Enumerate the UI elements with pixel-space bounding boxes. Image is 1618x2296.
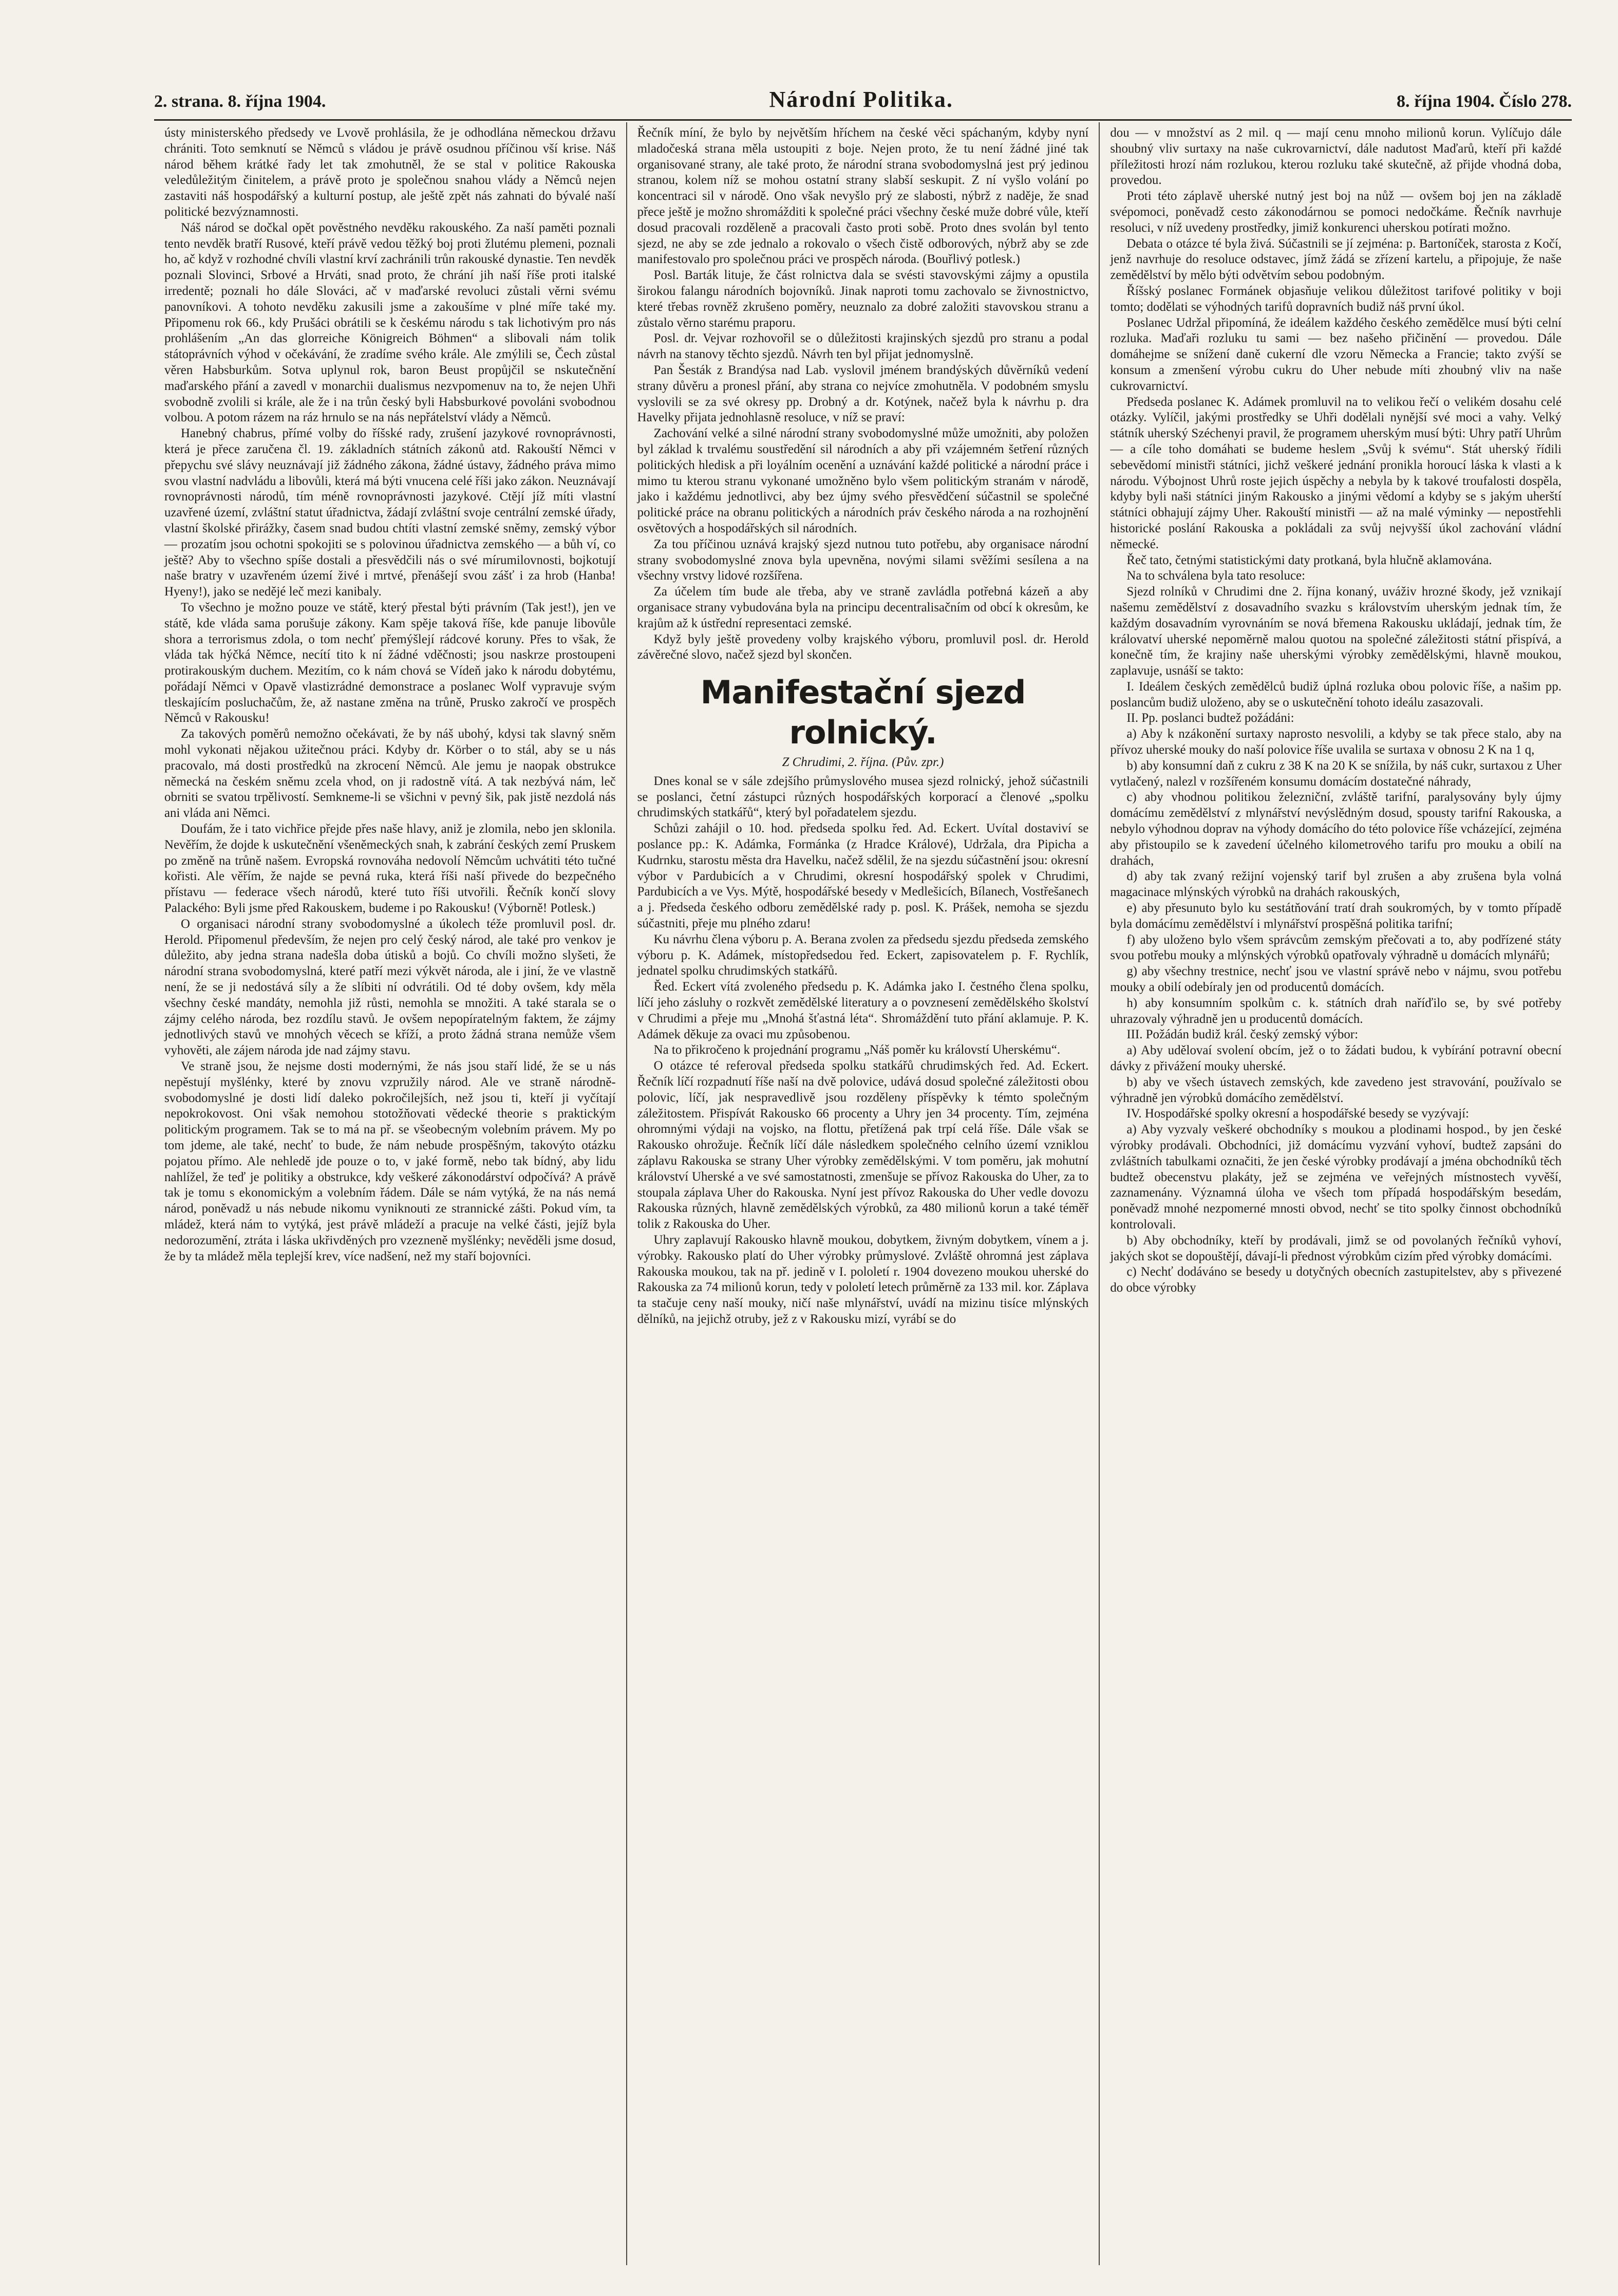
paragraph: O organisaci národní strany svobodomyslné a úkolech téže promluvil posl. dr. Herold. Připomenul především, že nejen pro celý český národ, ale také pro venkov je důležito, aby jedna strana nadešla doba útisků a bojů. Co chvíli možno slyšeti, že národní strana svobodomyslná, které patří mezi výkvět národa, ale i jiní, že ve vlastně není, že se ji nedostává síly a že slíbiti ní odvrátili. Od té doby ovšem, kdy měla všechny české mandáty, nemohla již růsti, nemohla se množiti. A také starala se o zájmy celého národa, bez rozdílu stavů. Je ovšem nepopíratelným faktem, že zájmy jednotlivých stavů ve mnohých věcech se kříží, a proto žádná strana nemůže všem vyhověti, ale zájem národa jde nad zájmy stavu. — [164, 917, 616, 1058]
paragraph: Sjezd rolníků v Chrudimi dne 2. října konaný, uváživ hrozné škody, jež vznikají našemu zemědělství z dosavadního svazku s královstvím uherským jednak tím, že každým dosavadním vyrovnáním se nová břemena Rakousku ukládají, jednak tím, že královatví uherské nepoměrně malou quotou na společné záležitosti státní přispívá, a konečně tím, že krajiny naše uherskými výrobky zemědělskými, hlavně moukou, zaplavuje, usnáší se takto: — [1110, 585, 1562, 678]
paragraph: Pan Šesták z Brandýsa nad Lab. vyslovil jménem brandýských důvěrníků vedení strany důvěru a pronesl přání, aby strana co nejvíce zmohutněla. V podobném smyslu vyslovili se za své okresy pp. Drobný a dr. Kotýnek, načež byla k návrhu p. dra Havelky přijata jednohlasně resoluce, v níž se praví: — [637, 363, 1089, 425]
paragraph: Zachování velké a silné národní strany svobodomyslné může umožniti, aby položen byl základ k trvalému soustředění sil národních a aby při vzájemném šetření různých politických hledisk a při loyálním ocenění a uznávání každé politické a národní práce i mimo tu kterou stranu vykonané umožněno bylo všem politickým stranám v národě, jako i každému jednotlivci, aby bez újmy svého přesvědčení súčastnil se společné politické práce na obranu politických a národních práv českého národa a na rozhojnění osvětových a hospodářských sil národních. — [637, 426, 1089, 535]
paragraph: Náš národ se dočkal opět pověstného nevděku rakouského. Za naší paměti poznali tento nevděk bratří Rusové, kteří právě vedou těžký boj proti žlutému plemeni, poznali ho, ač když v rozhodné chvíli vlastní krví zachránili trůn rakouské dynastie. Ten nevděk poznali Slovinci, Srbové a Hrváti, snad proto, že chrání jih naší říše proti italské irredentě; poznali ho dále Slováci, ač v maďarské revoluci zůstali věrni svému panovníkovi. A tohoto nevděku zakusili jsme a zakoušíme v plné míře také my. Připomenu rok 66., kdy Prušáci obrátili se k českému národu s tak lichotivým pro nás prohlášením „An das glorreiche Königreich Böhmen“ a slibovali nám tolik státoprávních výhod v očekávání, že zradíme svého krále. Ale zmýlili se, Čech zůstal věren Habsburkům. Sotva uplynul rok, baron Beust propůjčil se nskutečnění maďarského přání a zavedl v monarchii dualismus nezvpomenuv na to, že nejen Uhři svobodně zvolili si krále, ale že i na trůn český byli Habsburkové povoláni svobodnou volbou. A potom rázem na ráz hrnulo se na nás nepřátelství vlády a Němců. — [164, 220, 616, 425]
page-header — [154, 86, 1572, 117]
paragraph: b) aby konsumní daň z cukru z 38 K na 20 K se snížila, by náš cukr, surtaxou z Uher vytlačený, nalezl v rozšířeném konsumu domácím dostatečné náhrady, — [1110, 758, 1562, 789]
paragraph: h) aby konsumním spolkům c. k. státních drah naříďilo se, by své potřeby uhrazovaly výhradně jen u producentů domácích. — [1110, 996, 1562, 1026]
paragraph: b) aby ve všech ústavech zemských, kde zavedeno jest stravování, používalo se výhradně jen výrobků domácího zemědělství. — [1110, 1075, 1562, 1105]
paragraph: Ve straně jsou, že nejsme dosti modernými, že nás jsou staří lidé, že se u nás nepěstují myšlénky, které by znovu vzpružily národ. Ale ve straně národně-svobodomyslné je dosti lidí daleko pokročilejších, než jsou ti, kteří ji vyčítají nepokrokovost. Oni však nemohou stotožňovati vědecké theorie s praktickým politickým programem. Tak se to má na př. se všeobecným volebním právem. My po tom jdeme, ale také, nechť to bude, že nám nebude prospěšným, takovýto otázku pojatou přímo. Ale nehledě jde pouze o to, v jaké formě, nebo tak bídný, aby lidu nahlížel, že teď je politiky a obstrukce, kdy veškeré zákonodárství odpočívá? A právě tak je tomu s ekonomickým a volebním řádem. Dále se nám vytýká, že na nás nemá národ, poněvadž u nás nebude nikomu vyniknouti ze strannické zášti. Pokud vím, ta mládež, která nám to vytýká, jest právě mládeží a pracuje na velké části, jejíž byla nedorozumění, ztráta i láska ukřivděných pro vzezneně myšlénky; nevěděli jsme dosud, že by ta mládež měla teplejší krev, více nadšení, než my staří bojovníci. — [164, 1059, 616, 1263]
column-1 — [154, 122, 626, 2265]
paragraph: c) Nechť dodáváno se besedy u dotyčných obecních zastupitelstev, aby s přivezené do obce výrobky — [1110, 1265, 1562, 1295]
column-3 — [1099, 122, 1572, 2265]
paragraph: Debata o otázce té byla živá. Súčastnili se jí zejména: p. Bartoníček, starosta z Kočí, jenž navrhuje do resoluce odstavec, jímž žádá se zřízení kartelu, a připojuje, že naše zemědělství by mělo býti odvětvím sebou podobným. — [1110, 236, 1562, 283]
header-left: 2. strana. 8. října 1904. — [154, 92, 326, 111]
paragraph: Předseda poslanec K. Adámek promluvil na to velikou řečí o velikém dosahu celé otázky. Vylíčil, jakými prostředky se Uhři dodělali nynější své moci a vahy. Velký státník uherský Széchenyi pravil, že programem uherským musí býti: Uhry patří Uhrům — a cíle toho domáhati se budeme heslem „Svůj k svému“. Stát uherský řídili sebevědomí ministři státníci, jichž veškeré jednání pronikla horoucí láska k vlasti a k národu. Výbojnost Uhrů roste jejich úspěchy a nebyla by k takové troufalosti dospěla, kdyby byli naši státníci jiným Rakousko a jinými vědomí a kdyby se s jakým uherští státníci obhajují zájmy Uher. Rakouští ministři — až na malé výminky — nepostřehli historické poslání Rakouska a pokládali za svůj nejvyšší úkol zachování vládní německé. — [1110, 395, 1562, 551]
paragraph: Řečník míní, že bylo by největším hříchem na české věci spáchaným, kdyby nyní mladočeská strana měla ustoupiti z boje. Nejen proto, že tu není žádné jiné tak organisované strany, ale také proto, že národní strana svobodomyslná jest prý jedinou stranou, kolem níž se mohou ostatní strany slabší seskupit. Z ní vyšlo volání po koncentraci sil v národě. Ono však nevyšlo prý ze slabosti, nýbrž z naděje, že snad přece ještě je možno shromážditi k společné práci všechny české muže dobré vůle, kteří dosud pracovali rozděleně a pracovali často proti sobě. Proto dnes svolán byl tento sjezd, ne aby se zde jednalo a rokovalo o všech čistě odborových, nýbrž aby se zde manifestovalo pro společnou práci ve prospěch národa. (Bouřlivý potlesk.) — [637, 126, 1089, 267]
paragraph: c) aby vhodnou politikou železniční, zvláště tarifní, paralysovány byly újmy domácímu zemědělství z mlynářství nevýslědným dosud, spousty tarifní Rakouska, a nebylo výhodnou doprav na výhody domácího do této polovice říše vcházející, zejména aby přistoupilo se k zavedení účelného kilometrového tarifu pro mouku a obilí na drahách, — [1110, 790, 1562, 868]
paragraph: Poslanec Udržal připomíná, že ideálem každého českého zemědělce musí býti celní rozluka. Maďaři rozluku tu sami — bez našeho přičinění — provedou. Dále domáhejme se snížení daně cukerní dle vzoru Německa a Francie; takto zvýší se konsum a zmenšení výrobu cukru do Uher nebude míti zhoubný vliv na naše cukrovarnictví. — [1110, 315, 1562, 393]
paragraph: Schůzi zahájil o 10. hod. předseda spolku řed. Ad. Eckert. Uvítal dostaviví se poslance pp.: K. Adámka, Formánka (z Hradce Králové), Udržala, dra Pipicha a Kudrnku, starostu města dra Havelku, načež sdělil, že na sjezdu súčastnění jsou: okresní výbor v Pardubicích a v Chrudimi, okresní hospodářský spolek v Chrudimi, Pardubicích a ve Vys. Mýtě, hospodářské besedy v Medlešicích, Bílanech, Vostřešanech a j. Předseda českého odboru zemědělské rady p. posl. K. Prášek, nemoha se sjezdu súčastniti, přeje mu plného zdaru! — [637, 822, 1089, 931]
paragraph: Když byly ještě provedeny volby krajského výboru, promluvil posl. dr. Herold závěrečné slovo, načež sjezd byl skončen. — [637, 632, 1089, 662]
header-rule — [154, 119, 1572, 121]
paragraph: g) aby všechny trestnice, nechť jsou ve vlastní správě nebo v nájmu, svou potřebu mouky a obilí odebíraly jen od producentů domácích. — [1110, 964, 1562, 995]
paragraph: Posl. dr. Vejvar rozhovořil se o důležitosti krajinských sjezdů pro stranu a podal návrh na stanovy těchto sjezdů. Návrh ten byl přijat jednomyslně. — [637, 331, 1089, 362]
paragraph: Hanebný chabrus, přímé volby do říšské rady, zrušení jazykové rovnoprávnosti, která je přece zaručena čl. 19. základních státních zákonů atd. Rakouští Němci v přepychu své slávy neuznávají již žádného zákona, žádné ústavy, žádného práva mimo svou vlastní nadvládu a libovůli, která má býti vnucena celé říši jako zákon. Neuznávají rovnoprávnosti národů, tím méně rovnoprávnosti jazykové. Ctějí jíž míti vlastní uzavřené území, zvláštní statut úřadnictva, žádají zvláštní svoje centrální zemské úřady, vlastní školské přirážky, časem snad budou chtíti vlastní zemské sněmy, zemský výbor — prozatím jsou ochotni spokojiti se s polovinou úřadnictva zemského — a bůh ví, co ještě? Aby to všechno spíše dostali a přesvědčili nás o své mírumilovnosti, bojkotují naše bratry v uzavřeném území živé i mrtvé, přenášejí svou zášť i za hrob (Hanba! Hyeny!), jako se nedějé leč mezi kanibaly. — [164, 426, 616, 599]
article-dateline: Z Chrudimi, 2. října. (Pův. zpr.) — [782, 755, 944, 770]
paragraph: dou — v množství as 2 mil. q — mají cenu mnoho milionů korun. Vylíčujo dále shoubný vliv surtaxy na naše cukrovarnictví, dále nadutost Maďarů, kteří při každé příležitosti hrozí nám rozlukou, kterou rozluku také skutečně, až přijde vhodná doba, provedou. — [1110, 126, 1562, 188]
paragraph: IV. Hospodářské spolky okresní a hospodářské besedy se vyzývají: — [1126, 1107, 1469, 1121]
paragraph: Za tou příčinou uznává krajský sjezd nutnou tuto potřebu, aby organisace národní strany svobodomyslné znova byla upevněna, novými silami svěžími sesílena a na všechny vrstvy lidové rozšířena. — [637, 537, 1089, 583]
paragraph: e) aby přesunuto bylo ku sestátňování tratí drah soukromých, by v tomto případě byla domácímu zemědělství i mlynářství prospěšná politika tarifní; — [1110, 901, 1562, 931]
header-right: 8. října 1904. Číslo 278. — [1397, 92, 1572, 111]
paragraph: I. Ideálem českých zemědělců budiž úplná rozluka obou polovic říše, a našim pp. poslancům budiž uloženo, aby se o uskutečnění tohoto ideálu zasazovali. — [1110, 679, 1562, 710]
paragraph: f) aby uloženo bylo všem správcům zemským přečovati a to, aby podřízené státy svou potřebu mouky a mlýnských výrobků opatřovaly výhradně u domácích mlynářů; — [1110, 932, 1562, 963]
paragraph: Za takových poměrů nemožno očekávati, že by náš ubohý, kdysi tak slavný sněm mohl vykonati nějakou užitečnou práci. Kdyby dr. Körber o to stál, aby se u nás pracovalo, má dosti prostředků na zkrocení Němců. Ale jemu je naopak obstrukce německá na českém sněmu zcela vhod, on ji radostně vítá. A tak nezbývá nám, leč obrniti se svatou trpělivostí. Semkneme-li se všichni v pevný šik, pak jistě nezdolá nás ani vláda ani Němci. — [164, 727, 616, 820]
column-2 — [626, 122, 1099, 2265]
paragraph: Říšský poslanec Formánek objasňuje velikou důležitost tarifové politiky v boji tomto; dodělati se výhodných tarifů dopravních budiž náš první úkol. — [1110, 284, 1562, 314]
paragraph: O otázce té referoval předseda spolku statkářů chrudimských řed. Ad. Eckert. Řečník líčí rozpadnutí říše naší na dvě polovice, udává dosud společné záležitosti obou polovic, líčí, jak nespravedlivě jsou rozděleny příspěvky k témto společným záležitostem. Přispívát Rakousko 66 procenty a Uhry jen 34 procenty. Tím, zejména ohromnými výdaji na vojsko, na flottu, přetížená pak trpí celá říše. Dále však se Rakousko ohrožuje. Řečník líčí dále následkem společného celního území vzniklou záplavu Rakouska se strany Uher výrobky zemědělskými. V tom poměru, jak mohutní království Uherské a ve své samostatnosti, zmenšuje se přívoz Rakouska do Uher, za to stoupala záplava Uher do Rakouska. Nyní jest přívoz Rakouska do Uher vedle dovozu Rakouska různých, hlavně zemědělských výrobků, za 480 milionů korun a také téměř tolik z Rakouska do Uher. — [637, 1059, 1089, 1231]
paragraph: ústy ministerského předsedy ve Lvově prohlásila, že je odhodlána německou državu chrániti. Toto semknutí se Němců s vládou je právě osudnou příčinou vší krise. Náš národ během krátké řady let tak zmohutněl, že se stal v politice Rakouska veledůležitým činitelem, a právě proto je společnou snahou vlády a Němců nejen zastaviti náš hospodářský a kulturní postup, ale ještě zpět nás zahnati do bývalé naší politické bezvýznamnosti. — [164, 126, 616, 219]
paragraph: Řeč tato, četnými statistickými daty protkaná, byla hlučně aklamována. — [1126, 553, 1492, 567]
paragraph: a) Aby k nzákonění surtaxy naprosto nesvolili, a kdyby se tak přece stalo, aby na přívoz uherské mouky do naší polovice říše uvalila se surtaxa v obnosu 2 K na 1 q, — [1110, 727, 1562, 757]
paragraph: d) aby tak zvaný režijní vojenský tarif byl zrušen a aby zrušena byla volná magacinace mlýnských výrobků na drahách rakouských, — [1110, 869, 1562, 900]
paragraph: Dnes konal se v sále zdejšího průmyslového musea sjezd rolnický, jehož súčastnili se poslanci, četní zástupci různých hospodářských korporací a členové „spolku chrudimských statkářů“, který byl pořadatelem sjezdu. — [637, 774, 1089, 820]
paragraph: III. Požádán budiž král. český zemský výbor: — [1126, 1028, 1359, 1042]
paragraph: Na to přikročeno k projednání programu „Náš poměr ku královstí Uherskému“. — [653, 1043, 1061, 1057]
article-headline: Manifestační sjezd rolnický. — [700, 674, 1026, 752]
paragraph: a) Aby udělovaí svolení obcím, jež o to žádati budou, k vybírání potravní obecní dávky z přivážení mouky uherské. — [1110, 1043, 1562, 1074]
text-columns — [154, 122, 1572, 2265]
paragraph: Ku návrhu člena výboru p. A. Berana zvolen za předsedu sjezdu předseda zemského výboru p. K. Adámek, místopředsedou řed. Eckert, zapisovatelem p. F. Rychlík, jednatel spolku chrudimských statkářů. — [637, 932, 1089, 978]
paragraph: Proti této záplavě uherské nutný jest boj na nůž — ovšem boj jen na základě svépomoci, poněvadž cesto zákonodárnou se pomoci nedočkáme. Řečník navrhuje resoluci, v níž uvedeny prostředky, jimiž konkurenci uherskou potírati možno. — [1110, 189, 1562, 235]
paragraph: To všechno je možno pouze ve státě, který přestal býti právním (Tak jest!), jen ve státě, kde vláda sama porušuje zákony. Kam spěje taková říše, kde panuje libovůle shora a terrorismus zdola, o tom nechť přemýšlejí rádcové koruny. Přes to však, že vláda tak hýčká Němce, necítí tito k ní žádné vděčnosti; jsou naskrze prostoupeni protirakouským duchem. Mezitím, co k nám chová se Vídeň jako k národu dobytému, pořádají Němci v Opavě vlastizrádné demonstrace a poslanec Wolf vypravuje svým tleskajícím posluchačům, že, až nastane změna na trůně, Prusko zakročí ve prospěch Němců v Rakousku! — [164, 600, 616, 725]
paragraph: Doufám, že i tato vichřice přejde přes naše hlavy, aniž je zlomila, nebo jen sklonila. Nevěřím, že dojde k uskutečnění všeněmeckých snah, k zabrání českých zemí Pruskem po změně na trůně našem. Evropská rovnováha nedovolí Němcům uchvátiti této tučné kořisti. Ale věřím, že najde se pevná ruka, která říši naší přivede do bezpečného přístavu — federace všech národů, které tuto říši utvořili. Řečník končí slovy Palackého: Byli jsme před Rakouskem, budeme i po Rakousku! (Výborně! Potlesk.) — [164, 822, 616, 916]
paragraph: a) Aby vyzvaly veškeré obchodníky s moukou a plodinami hospod., by jen české výrobky prodávali. Obchodníci, již domácímu vyzvání vyhoví, budtež zapsáni do zvláštních tabulkami označiti, že jen české výrobky prodávají a jména obchodníků těch budtež obecenstvu plakáty, jež se zejména ve veřejných místnostech vyvěší, zaznamenány. Významná úloha ve všech tom případá hospodářským besedám, poněvadž mnohé nezpomerné mnosti obvod, nechť se tito spolky činnost obchodníků kontrolovali. — [1110, 1123, 1562, 1231]
paragraph: b) Aby obchodníky, kteří by prodávali, jimž se od povolaných řečníků vyhoví, jakých skot se dopouštějí, dávají-li přednost výrobkům cizím před výrobky domácími. — [1110, 1233, 1562, 1263]
paragraph: II. Pp. poslanci budtež požádáni: — [1126, 711, 1294, 725]
masthead-title: Národní Politika. — [769, 87, 953, 112]
paragraph: Uhry zaplavují Rakousko hlavně moukou, dobytkem, živným dobytkem, vínem a j. výrobky. Rakousko platí do Uher výrobky průmyslové. Zvláště ohromná jest záplava Rakouska moukou, tak na př. jedině v I. pololetí r. 1904 dovezeno moukou uherské do Rakouska za 74 milionů korun, tedy v pololetí letech průměrně za 133 mil. kor. Záplava ta stačuje ceny naší mouky, ničí naše mlynářství, uvádí na mizinu tisíce mlýnských dělníků, na jejichž otruby, jež z v Rakousku mizí, vyrábí se do — [637, 1233, 1089, 1326]
paragraph: Za účelem tím bude ale třeba, aby ve straně zavládla potřebná kázeň a aby organisace strany vybudována byla na principu decentralisačním od obcí k okresům, ke krajům až k ústřední representaci zemské. — [637, 585, 1089, 630]
paragraph: Řed. Eckert vítá zvoleného předsedu p. K. Adámka jako I. čestného člena spolku, líčí jeho zásluhy o rozkvět zemědělské literatury a o povznesení zemědělského školství v Chrudimi a přeje mu „Mnohá šťastná léta“. Shromáždění tuto přání aklamuje. P. K. Adámek děkuje za ovaci mu způsobenou. — [637, 980, 1089, 1041]
paragraph: Posl. Barták lituje, že část rolnictva dala se svésti stavovskými zájmy a opustila širokou falangu národních bojovníků. Jinak naproti tomu zachovalo se živnostnictvo, které třebas rovněž zkrušeno poměry, neuznalo za dobré založiti stavovskou stranu a zůstalo věrno starému praporu. — [637, 268, 1089, 330]
paragraph: Na to schválena byla tato resoluce: — [1126, 569, 1305, 583]
